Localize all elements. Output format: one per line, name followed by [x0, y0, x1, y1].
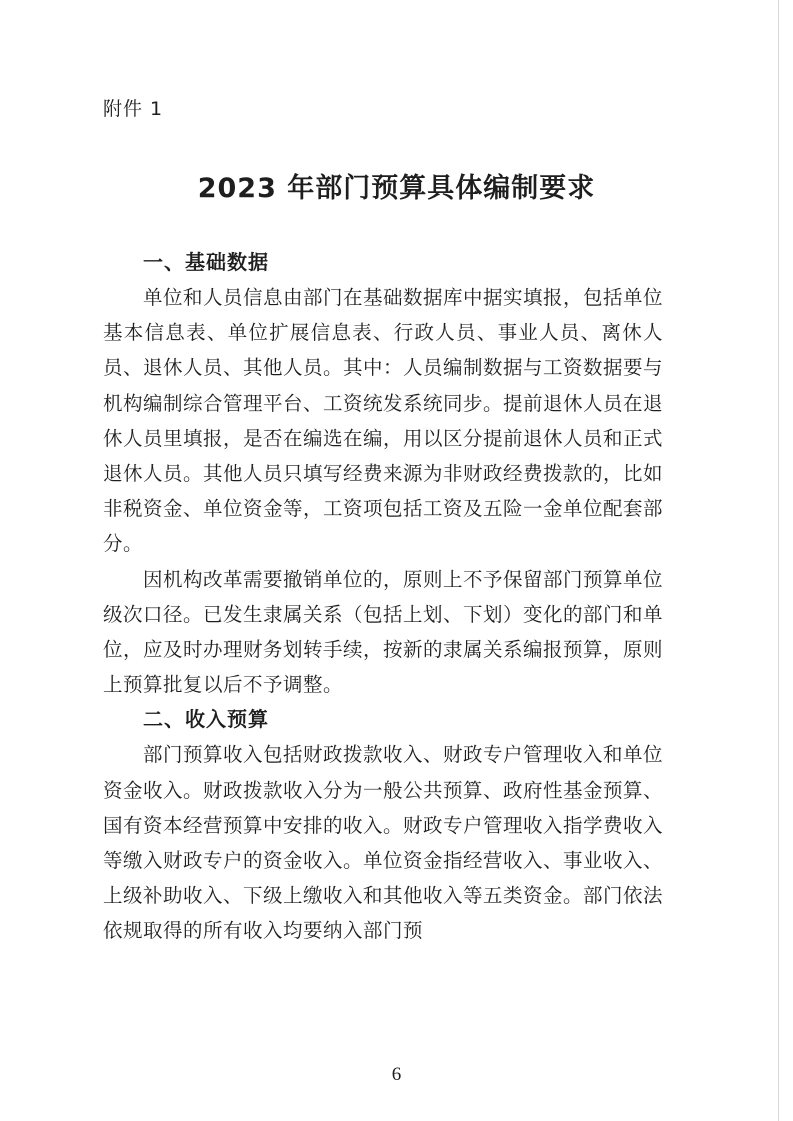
document-title: 2023 年部门预算具体编制要求 [197, 173, 596, 204]
page-number: 6 [391, 1064, 402, 1085]
attachment-label: 附件 1 [103, 98, 164, 120]
paragraph: 部门预算收入包括财政拨款收入、财政专户管理收入和单位资金收入。财政拨款收入分为一般公共预算、政府性基金预算、国有资本经营预算中安排的收入。财政专户管理收入指学费收入等缴入财政专户的资金收入。单位资金指经营收入、事业收入、上级补助收入、下级上缴收入和其他收入等五类资金。部门依法依规取得的所有收入均要纳入部门预 [103, 743, 664, 943]
paragraph: 单位和人员信息由部门在基础数据库中据实填报，包括单位基本信息表、单位扩展信息表、行政人员、事业人员、离休人员、退休人员、其他人员。其中：人员编制数据与工资数据要与机构编制综合管理平台、工资统发系统同步。提前退休人员在退休人员里填报，是否在编选在编，用以区分提前退休人员和正式退休人员。其他人员只填写经费来源为非财政经费拨款的，比如非税资金、单位资金等，工资项包括工资及五险一金单位配套部分。 [103, 286, 664, 556]
section-heading-basic-data: 一、基础数据 [143, 250, 269, 274]
paragraph: 因机构改革需要撤销单位的，原则上不予保留部门预算单位级次口径。已发生隶属关系（包括上划、下划）变化的部门和单位，应及时办理财务划转手续，按新的隶属关系编报预算，原则上预算批复以后不予调整。 [103, 567, 664, 697]
section-heading-income-budget: 二、收入预算 [143, 707, 269, 732]
document-body [103, 245, 663, 949]
